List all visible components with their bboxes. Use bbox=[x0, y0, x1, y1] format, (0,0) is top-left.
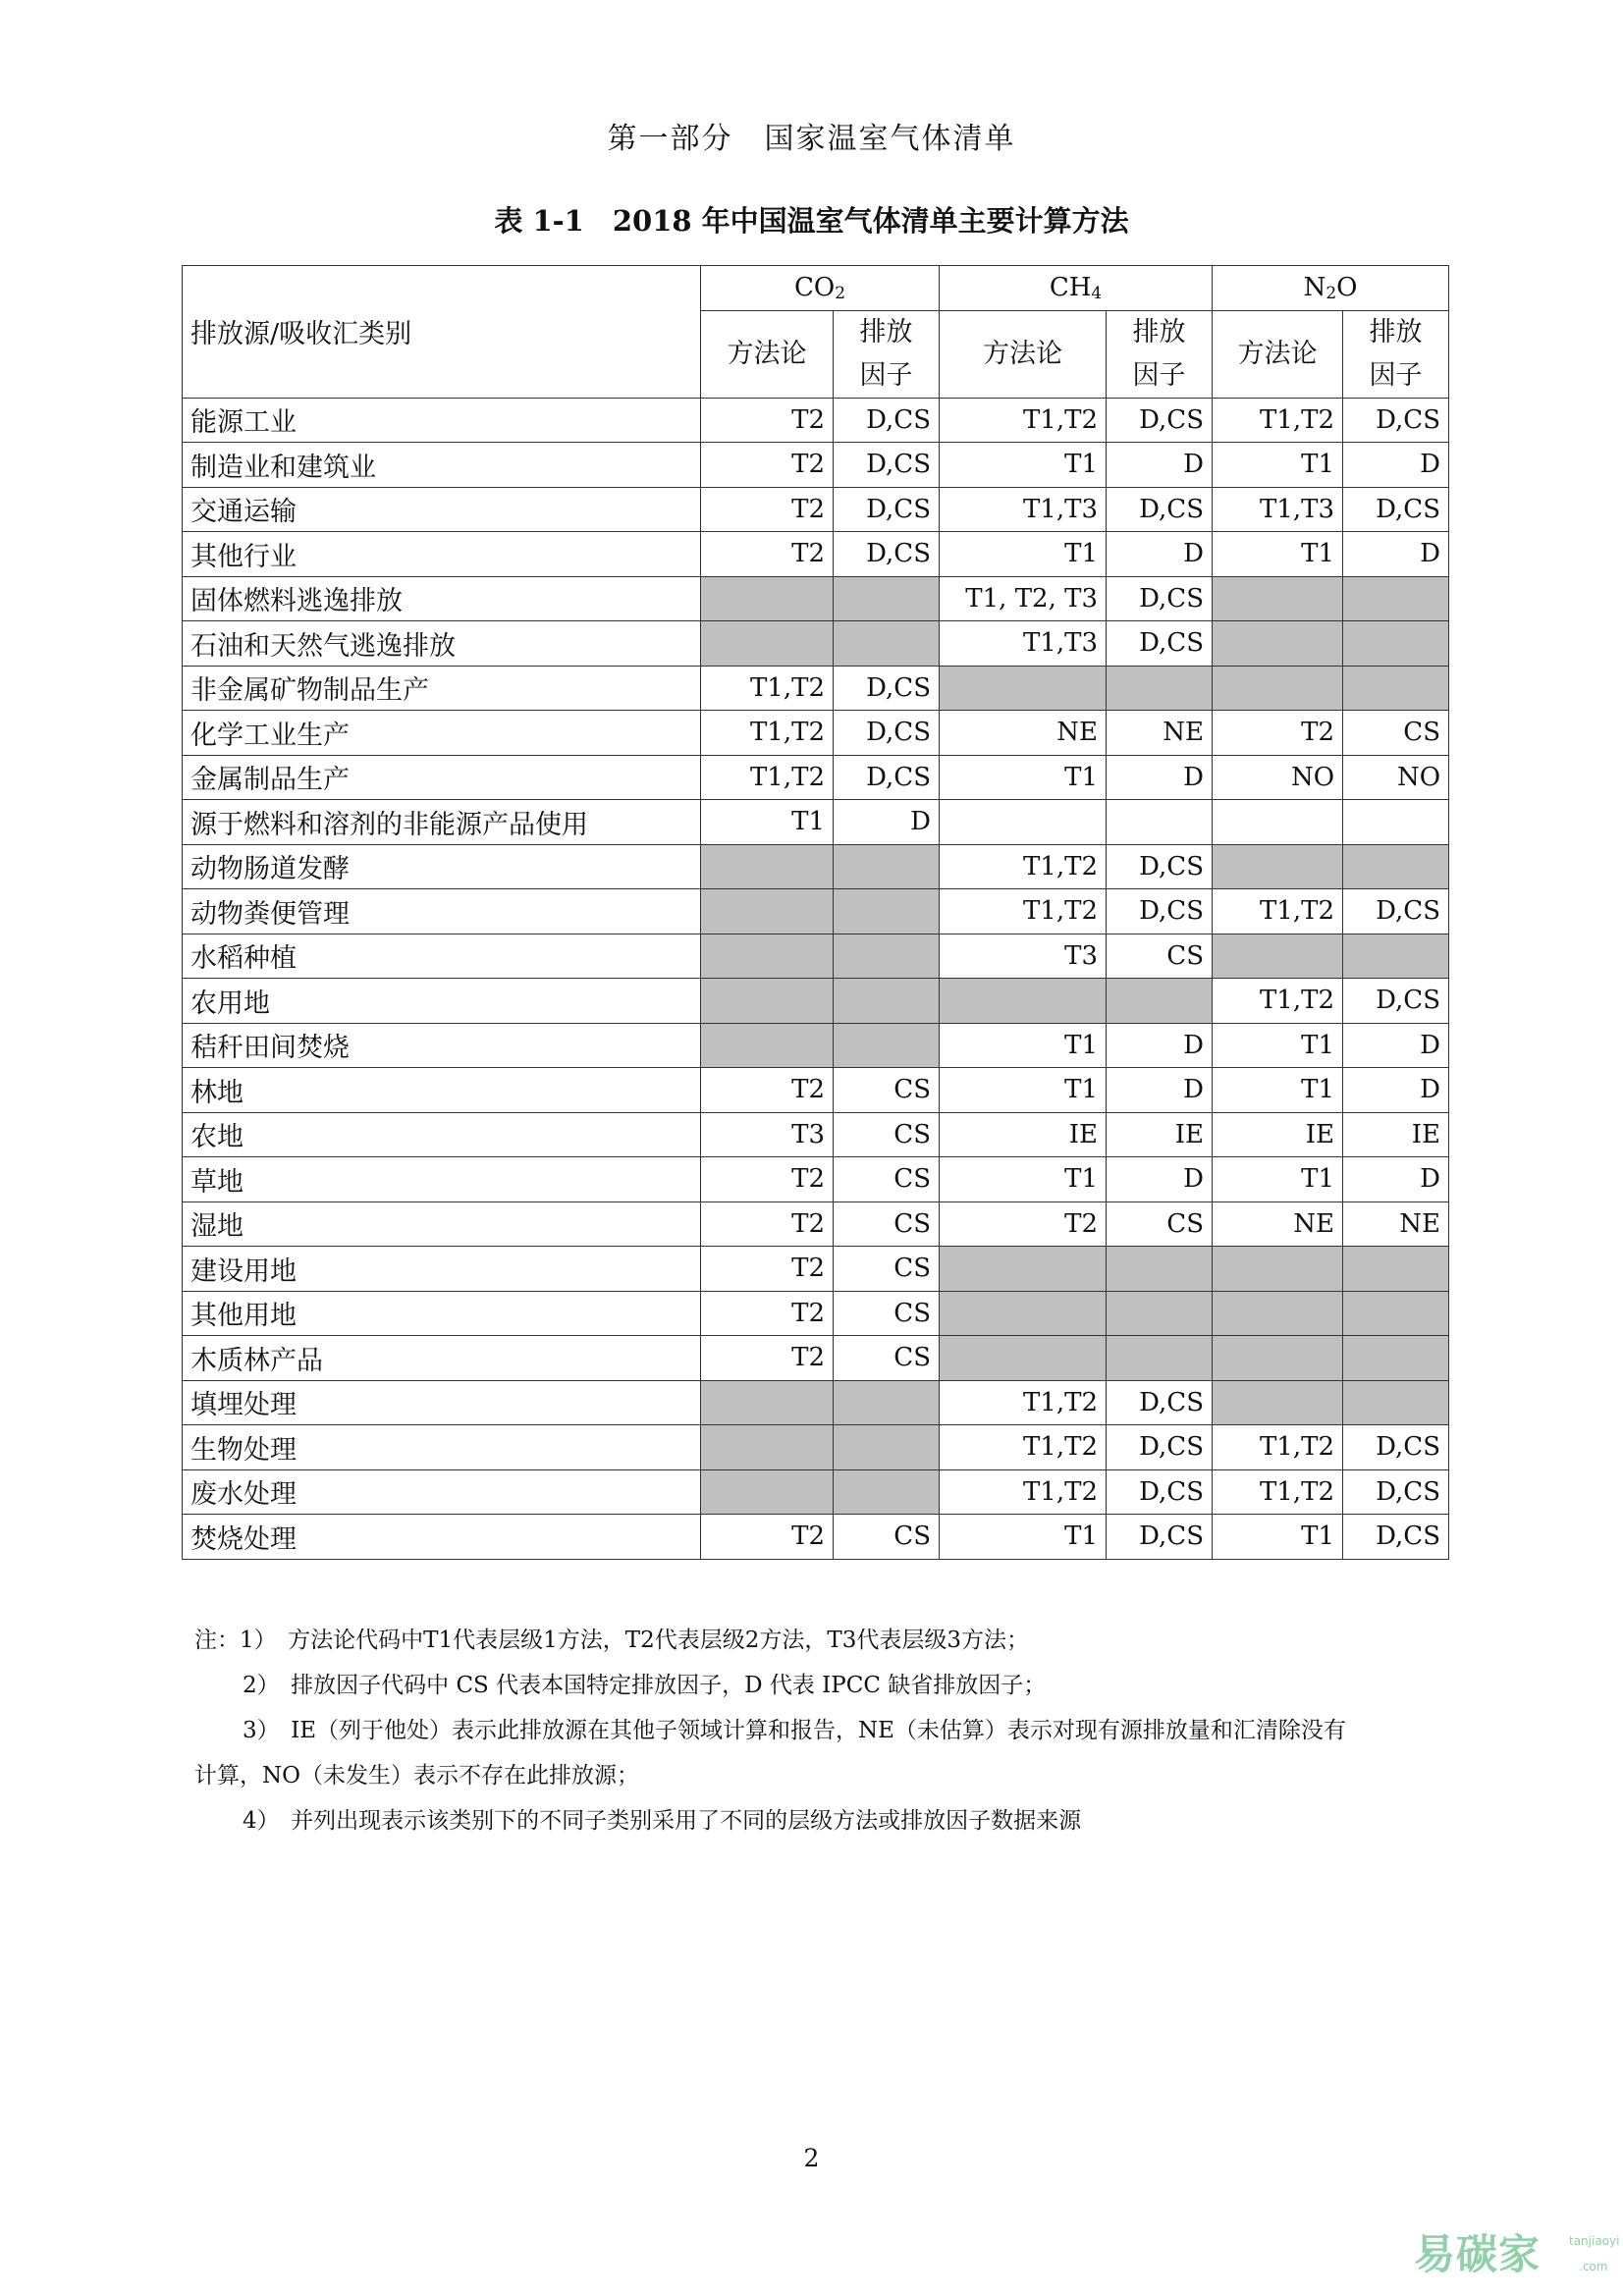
factor-cell: D,CS bbox=[1107, 576, 1213, 621]
factor-cell: D,CS bbox=[834, 711, 940, 756]
not-applicable-cell bbox=[834, 621, 940, 667]
method-cell: T1 bbox=[1213, 1023, 1343, 1068]
not-applicable-cell bbox=[701, 1380, 834, 1425]
table-row bbox=[183, 532, 1449, 577]
factor-cell: NE bbox=[1343, 1201, 1449, 1247]
factor-cell: D bbox=[1343, 1023, 1449, 1068]
method-cell: T1,T3 bbox=[1213, 487, 1343, 532]
method-cell: T1,T2 bbox=[940, 398, 1107, 443]
factor-header: 排放 因子 bbox=[1107, 310, 1213, 398]
row-category: 制造业和建筑业 bbox=[183, 443, 701, 488]
not-applicable-cell bbox=[701, 1469, 834, 1515]
factor-cell: CS bbox=[834, 1247, 940, 1292]
row-category: 源于燃料和溶剂的非能源产品使用 bbox=[183, 800, 701, 845]
factor-cell: D,CS bbox=[1107, 844, 1213, 889]
method-cell bbox=[1213, 800, 1343, 845]
method-cell: T1,T2 bbox=[940, 1425, 1107, 1470]
not-applicable-cell bbox=[940, 979, 1107, 1024]
methods-table bbox=[182, 265, 1449, 1560]
not-applicable-cell bbox=[1213, 1336, 1343, 1381]
table-row bbox=[183, 711, 1449, 756]
method-cell: T1 bbox=[940, 1023, 1107, 1068]
table-row bbox=[183, 755, 1449, 800]
table-row bbox=[183, 1425, 1449, 1470]
table-notes bbox=[194, 1618, 1451, 1843]
table-row bbox=[183, 1380, 1449, 1425]
factor-cell: D bbox=[1107, 443, 1213, 488]
row-category: 木质林产品 bbox=[183, 1336, 701, 1381]
table-row bbox=[183, 1112, 1449, 1157]
method-cell: T1,T3 bbox=[940, 621, 1107, 667]
factor-cell: D,CS bbox=[1343, 979, 1449, 1024]
table-row bbox=[183, 1336, 1449, 1381]
method-cell: T1,T3 bbox=[940, 487, 1107, 532]
not-applicable-cell bbox=[701, 889, 834, 934]
table-row bbox=[183, 398, 1449, 443]
not-applicable-cell bbox=[834, 844, 940, 889]
table-row bbox=[183, 1291, 1449, 1336]
table-row bbox=[183, 1023, 1449, 1068]
method-cell: T1 bbox=[940, 532, 1107, 577]
not-applicable-cell bbox=[834, 1425, 940, 1470]
method-cell: T1 bbox=[940, 1068, 1107, 1113]
factor-cell: D,CS bbox=[1107, 889, 1213, 934]
row-category: 固体燃料逃逸排放 bbox=[183, 576, 701, 621]
not-applicable-cell bbox=[1343, 1380, 1449, 1425]
note-3: 3） IE（列于他处）表示此排放源在其他子领域计算和报告，NE（未估算）表示对现有源排放量和汇清除没有 bbox=[243, 1718, 1346, 1743]
method-cell: T1,T2 bbox=[1213, 1425, 1343, 1470]
not-applicable-cell bbox=[1213, 844, 1343, 889]
method-cell: T2 bbox=[940, 1201, 1107, 1247]
factor-cell: D,CS bbox=[1343, 1425, 1449, 1470]
factor-cell: D,CS bbox=[1107, 487, 1213, 532]
method-cell: T1,T2 bbox=[1213, 979, 1343, 1024]
method-cell: T2 bbox=[701, 1247, 834, 1292]
method-cell: T1, T2, T3 bbox=[940, 576, 1107, 621]
method-cell: T1 bbox=[1213, 532, 1343, 577]
method-cell: IE bbox=[940, 1112, 1107, 1157]
watermark-domain: tanjiaoyi bbox=[1569, 2234, 1620, 2248]
table-row bbox=[183, 666, 1449, 711]
factor-cell: CS bbox=[1343, 711, 1449, 756]
table-row bbox=[183, 1068, 1449, 1113]
method-cell: T1,T2 bbox=[701, 711, 834, 756]
note-2: 2） 排放因子代码中 CS 代表本国特定排放因子，D 代表 IPCC 缺省排放因子； bbox=[243, 1673, 1047, 1698]
factor-cell: D,CS bbox=[1107, 621, 1213, 667]
method-cell: T2 bbox=[701, 1515, 834, 1560]
row-category: 秸秆田间焚烧 bbox=[183, 1023, 701, 1068]
factor-cell: D bbox=[834, 800, 940, 845]
row-category: 非金属矿物制品生产 bbox=[183, 666, 701, 711]
not-applicable-cell bbox=[1107, 1291, 1213, 1336]
method-cell: T1 bbox=[940, 1515, 1107, 1560]
gas-header-co2: $CO_2$ bbox=[701, 266, 940, 311]
method-cell: IE bbox=[1213, 1112, 1343, 1157]
factor-cell bbox=[1107, 800, 1213, 845]
page-number: 2 bbox=[803, 2144, 820, 2172]
method-cell: T1,T2 bbox=[701, 755, 834, 800]
method-cell: T2 bbox=[701, 443, 834, 488]
factor-cell: D bbox=[1343, 443, 1449, 488]
factor-cell: CS bbox=[834, 1291, 940, 1336]
method-cell: NE bbox=[940, 711, 1107, 756]
factor-cell: D,CS bbox=[834, 666, 940, 711]
row-category: 石油和天然气逃逸排放 bbox=[183, 621, 701, 667]
method-cell: T2 bbox=[701, 1068, 834, 1113]
not-applicable-cell bbox=[1343, 576, 1449, 621]
factor-cell: D bbox=[1107, 1068, 1213, 1113]
factor-header: 排放 因子 bbox=[834, 310, 940, 398]
factor-cell: D bbox=[1343, 1068, 1449, 1113]
not-applicable-cell bbox=[940, 1336, 1107, 1381]
not-applicable-cell bbox=[701, 979, 834, 1024]
row-category: 金属制品生产 bbox=[183, 755, 701, 800]
not-applicable-cell bbox=[1213, 1247, 1343, 1292]
not-applicable-cell bbox=[834, 1380, 940, 1425]
not-applicable-cell bbox=[1213, 1291, 1343, 1336]
method-cell: T1 bbox=[1213, 1068, 1343, 1113]
method-cell: T1,T2 bbox=[940, 1380, 1107, 1425]
table-row bbox=[183, 889, 1449, 934]
method-cell: NO bbox=[1213, 755, 1343, 800]
table-row bbox=[183, 800, 1449, 845]
factor-cell: NO bbox=[1343, 755, 1449, 800]
row-category: 湿地 bbox=[183, 1201, 701, 1247]
not-applicable-cell bbox=[701, 621, 834, 667]
factor-cell: D,CS bbox=[834, 532, 940, 577]
not-applicable-cell bbox=[701, 844, 834, 889]
table-row bbox=[183, 844, 1449, 889]
table-body bbox=[183, 398, 1449, 1559]
not-applicable-cell bbox=[1107, 1336, 1213, 1381]
method-cell: T1 bbox=[701, 800, 834, 845]
method-cell: T1 bbox=[1213, 1157, 1343, 1202]
table-row bbox=[183, 1469, 1449, 1515]
not-applicable-cell bbox=[1213, 666, 1343, 711]
table-title: 表 1-1 2018 年中国温室气体清单主要计算方法 bbox=[494, 204, 1129, 238]
gas-header-ch4: $CH_4$ bbox=[940, 266, 1213, 311]
table-row bbox=[183, 487, 1449, 532]
method-cell: T1,T2 bbox=[701, 666, 834, 711]
row-category: 水稻种植 bbox=[183, 934, 701, 979]
table-row bbox=[183, 576, 1449, 621]
method-cell: T1 bbox=[1213, 1515, 1343, 1560]
factor-cell: D,CS bbox=[1343, 889, 1449, 934]
not-applicable-cell bbox=[940, 1291, 1107, 1336]
method-cell: T1,T2 bbox=[940, 844, 1107, 889]
factor-cell: CS bbox=[834, 1112, 940, 1157]
method-cell: T1,T2 bbox=[1213, 1469, 1343, 1515]
method-cell: T1,T2 bbox=[1213, 398, 1343, 443]
factor-cell: CS bbox=[834, 1515, 940, 1560]
factor-cell: D,CS bbox=[834, 487, 940, 532]
note-4: 4） 并列出现表示该类别下的不同子类别采用了不同的层级方法或排放因子数据来源 bbox=[243, 1808, 1082, 1834]
factor-cell: D,CS bbox=[834, 755, 940, 800]
method-cell: T1,T2 bbox=[1213, 889, 1343, 934]
not-applicable-cell bbox=[701, 1023, 834, 1068]
method-cell: NE bbox=[1213, 1201, 1343, 1247]
factor-cell: D bbox=[1107, 1023, 1213, 1068]
not-applicable-cell bbox=[1343, 1336, 1449, 1381]
gas-header-n2o: $N_2O$ bbox=[1213, 266, 1449, 311]
table-row bbox=[183, 979, 1449, 1024]
watermark-domain-suffix: .com bbox=[1579, 2260, 1608, 2273]
watermark-logo bbox=[1414, 2230, 1620, 2287]
row-category: 化学工业生产 bbox=[183, 711, 701, 756]
not-applicable-cell bbox=[834, 576, 940, 621]
factor-cell: CS bbox=[834, 1157, 940, 1202]
row-category: 焚烧处理 bbox=[183, 1515, 701, 1560]
factor-cell: D,CS bbox=[834, 443, 940, 488]
method-cell: T2 bbox=[701, 1201, 834, 1247]
row-category: 农地 bbox=[183, 1112, 701, 1157]
factor-cell: CS bbox=[834, 1201, 940, 1247]
method-cell: T2 bbox=[1213, 711, 1343, 756]
not-applicable-cell bbox=[1343, 1247, 1449, 1292]
method-cell: T1 bbox=[1213, 443, 1343, 488]
factor-cell: D,CS bbox=[1343, 1469, 1449, 1515]
method-cell bbox=[940, 800, 1107, 845]
not-applicable-cell bbox=[1213, 1380, 1343, 1425]
method-header: 方法论 bbox=[1213, 310, 1343, 398]
table-header-row bbox=[183, 266, 1449, 311]
table-row bbox=[183, 1157, 1449, 1202]
factor-header: 排放 因子 bbox=[1343, 310, 1449, 398]
row-category: 林地 bbox=[183, 1068, 701, 1113]
factor-cell: D,CS bbox=[1343, 487, 1449, 532]
not-applicable-cell bbox=[1107, 1247, 1213, 1292]
not-applicable-cell bbox=[940, 1247, 1107, 1292]
factor-cell: CS bbox=[1107, 934, 1213, 979]
not-applicable-cell bbox=[701, 576, 834, 621]
factor-cell: D,CS bbox=[834, 398, 940, 443]
row-category: 建设用地 bbox=[183, 1247, 701, 1292]
factor-cell: CS bbox=[834, 1336, 940, 1381]
table-row bbox=[183, 1201, 1449, 1247]
not-applicable-cell bbox=[1343, 1291, 1449, 1336]
row-category: 其他行业 bbox=[183, 532, 701, 577]
table-row bbox=[183, 621, 1449, 667]
row-category: 动物肠道发酵 bbox=[183, 844, 701, 889]
factor-cell: D,CS bbox=[1107, 1425, 1213, 1470]
method-cell: T2 bbox=[701, 398, 834, 443]
method-cell: T2 bbox=[701, 1157, 834, 1202]
table-row bbox=[183, 443, 1449, 488]
row-category: 草地 bbox=[183, 1157, 701, 1202]
factor-cell: D bbox=[1107, 1157, 1213, 1202]
factor-cell: CS bbox=[834, 1068, 940, 1113]
row-category: 其他用地 bbox=[183, 1291, 701, 1336]
note-1: 注：1） 方法论代码中T1代表层级1方法，T2代表层级2方法，T3代表层级3方法； bbox=[194, 1628, 1029, 1653]
not-applicable-cell bbox=[1213, 576, 1343, 621]
row-category: 废水处理 bbox=[183, 1469, 701, 1515]
not-applicable-cell bbox=[1343, 666, 1449, 711]
factor-cell: NE bbox=[1107, 711, 1213, 756]
method-cell: T1 bbox=[940, 1157, 1107, 1202]
row-category: 交通运输 bbox=[183, 487, 701, 532]
factor-cell: D bbox=[1343, 1157, 1449, 1202]
not-applicable-cell bbox=[1213, 934, 1343, 979]
factor-cell: D,CS bbox=[1343, 1515, 1449, 1560]
row-category: 填埋处理 bbox=[183, 1380, 701, 1425]
not-applicable-cell bbox=[834, 934, 940, 979]
not-applicable-cell bbox=[940, 666, 1107, 711]
row-category: 动物粪便管理 bbox=[183, 889, 701, 934]
table-row bbox=[183, 1247, 1449, 1292]
method-cell: T2 bbox=[701, 532, 834, 577]
table-row bbox=[183, 934, 1449, 979]
running-header: 第一部分 国家温室气体清单 bbox=[607, 122, 1016, 156]
not-applicable-cell bbox=[701, 934, 834, 979]
factor-cell: D,CS bbox=[1107, 1515, 1213, 1560]
watermark-text: 易碳家 bbox=[1414, 2230, 1542, 2278]
method-cell: T1 bbox=[940, 443, 1107, 488]
not-applicable-cell bbox=[1107, 666, 1213, 711]
method-cell: T1,T2 bbox=[940, 889, 1107, 934]
not-applicable-cell bbox=[834, 979, 940, 1024]
not-applicable-cell bbox=[1343, 934, 1449, 979]
note-3-continued: 计算，NO（未发生）表示不存在此排放源； bbox=[194, 1763, 639, 1789]
not-applicable-cell bbox=[834, 889, 940, 934]
not-applicable-cell bbox=[1213, 621, 1343, 667]
method-cell: T1,T2 bbox=[940, 1469, 1107, 1515]
not-applicable-cell bbox=[701, 1425, 834, 1470]
row-category: 农用地 bbox=[183, 979, 701, 1024]
row-category: 能源工业 bbox=[183, 398, 701, 443]
category-column-header: 排放源/吸收汇类别 bbox=[183, 266, 701, 399]
factor-cell: D bbox=[1107, 755, 1213, 800]
method-cell: T3 bbox=[701, 1112, 834, 1157]
factor-cell: CS bbox=[1107, 1201, 1213, 1247]
method-header: 方法论 bbox=[940, 310, 1107, 398]
factor-cell: IE bbox=[1107, 1112, 1213, 1157]
not-applicable-cell bbox=[1107, 979, 1213, 1024]
factor-cell: D,CS bbox=[1343, 398, 1449, 443]
factor-cell: D,CS bbox=[1107, 1469, 1213, 1515]
not-applicable-cell bbox=[834, 1023, 940, 1068]
method-cell: T2 bbox=[701, 1291, 834, 1336]
row-category: 生物处理 bbox=[183, 1425, 701, 1470]
not-applicable-cell bbox=[1343, 844, 1449, 889]
method-cell: T1 bbox=[940, 755, 1107, 800]
factor-cell: IE bbox=[1343, 1112, 1449, 1157]
method-cell: T3 bbox=[940, 934, 1107, 979]
factor-cell: D,CS bbox=[1107, 398, 1213, 443]
factor-cell: D bbox=[1107, 532, 1213, 577]
factor-cell: D,CS bbox=[1107, 1380, 1213, 1425]
not-applicable-cell bbox=[1343, 621, 1449, 667]
method-cell: T2 bbox=[701, 487, 834, 532]
factor-cell: D bbox=[1343, 532, 1449, 577]
method-cell: T2 bbox=[701, 1336, 834, 1381]
table-row bbox=[183, 1515, 1449, 1560]
method-header: 方法论 bbox=[701, 310, 834, 398]
not-applicable-cell bbox=[834, 1469, 940, 1515]
factor-cell bbox=[1343, 800, 1449, 845]
